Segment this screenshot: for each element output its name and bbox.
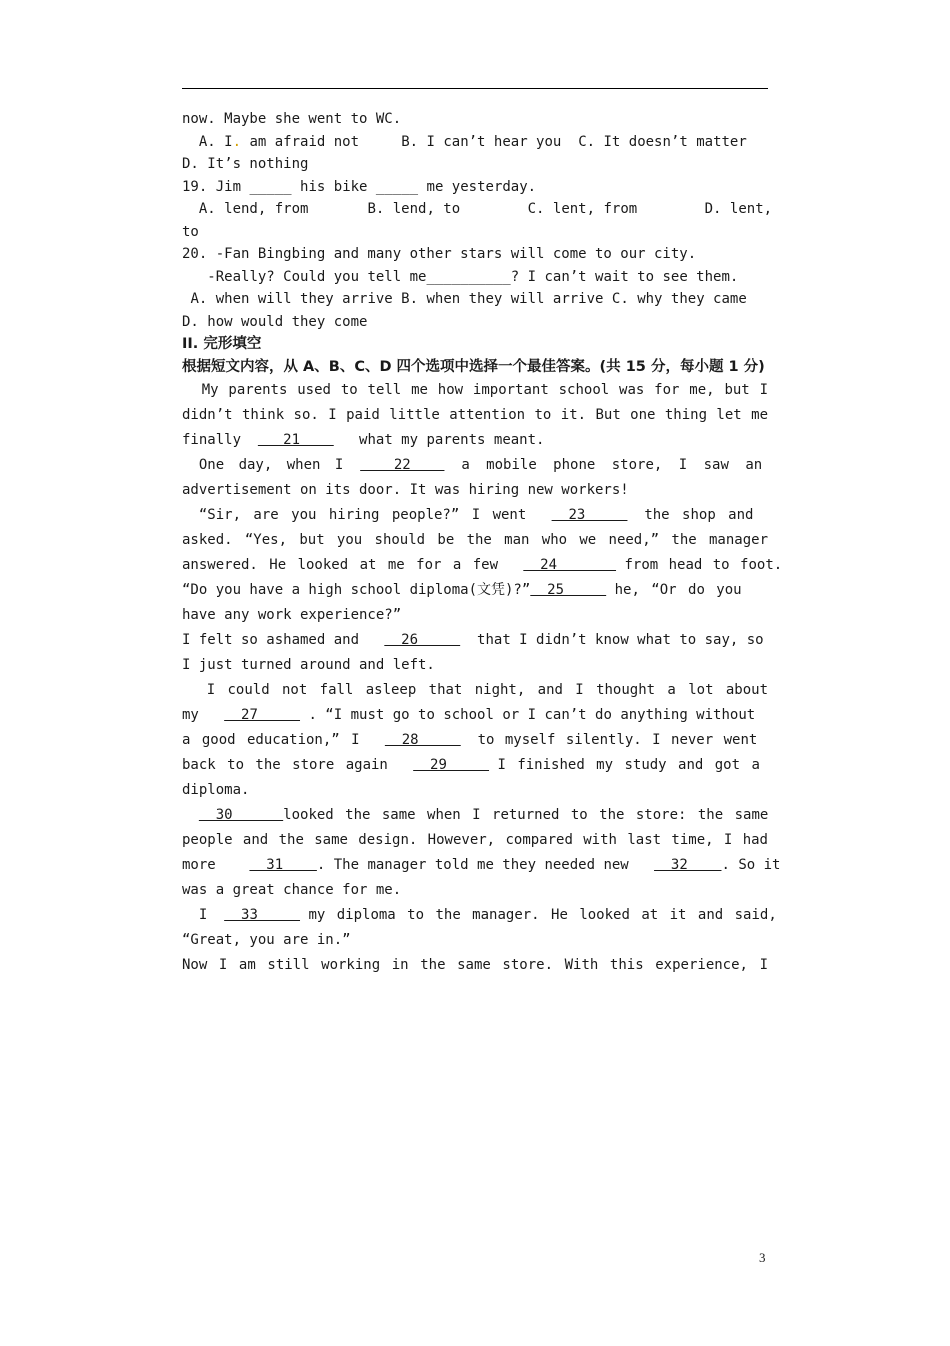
passage-line: I could not fall asleep that night, and I thought a lot about <box>206 682 768 698</box>
blank-23: 23 <box>551 507 628 523</box>
passage-line: One day, when I 22 a mobile phone store, I saw an <box>198 457 763 473</box>
passage-line: more 31 . The manager told me they needed new 32 . So it <box>182 857 781 873</box>
q18-tail: now. Maybe she went to WC. <box>182 111 402 127</box>
q19-stem: 19. Jim _____ his bike _____ me yesterday. <box>182 178 537 195</box>
cloze-passage <box>182 378 783 978</box>
passage-line: I 33 my diploma to the manager. He looked at it and said, <box>198 907 777 923</box>
blank-26: 26 <box>384 632 461 648</box>
passage-line: finally 21 what my parents meant. <box>182 432 545 448</box>
blank-24: 24 <box>523 557 617 573</box>
passage-line: “Sir, are you hiring people?” I went 23 the shop and <box>198 507 754 523</box>
passage-line: I felt so ashamed and 26 that I didn’t know what to say, so <box>182 632 764 648</box>
blank-27: 27 <box>224 707 301 723</box>
passage-line: didn’t think so. I paid little attention to it. But one thing let me <box>182 407 768 423</box>
blank-21: 21 <box>257 432 334 448</box>
passage-line: a good education,” I 28 to myself silently. I never went <box>182 732 758 748</box>
passage-line: advertisement on its door. It was hiring new workers! <box>182 482 629 498</box>
q19-option-d-cont: to <box>182 223 199 240</box>
page-content <box>182 108 783 978</box>
q20-options: A. when will they arrive B. when they will arrive C. why they came <box>190 291 747 307</box>
q20-stem: 20. -Fan Bingbing and many other stars will come to our city. <box>182 246 697 262</box>
passage-line: Now I am still working in the same store. With this experience, I <box>182 957 768 973</box>
q18-option-d: D. It’s nothing <box>182 156 309 172</box>
passage-line: answered. He looked at me for a few 24 from head to foot. <box>182 557 783 573</box>
blank-32: 32 <box>654 857 722 873</box>
passage-line: asked. “Yes, but you should be the man who we need,” the manager <box>182 532 768 548</box>
passage-line: diploma. <box>182 782 250 798</box>
blank-28: 28 <box>384 732 461 748</box>
header-rule <box>182 88 768 89</box>
passage-line: I just turned around and left. <box>182 657 435 673</box>
q18-options: A. I. am afraid not B. I can’t hear you C. It doesn’t matter <box>198 133 747 150</box>
section-instruction: 根据短文内容，从 A、B、C、D 四个选项中选择一个最佳答案。(共 15 分，每小题 1 分) <box>182 358 765 375</box>
blank-25: 25 <box>530 582 607 598</box>
passage-line: 30 looked the same when I returned to the store: the same <box>198 807 769 823</box>
passage-line: “Do you have a high school diploma(文凭)?” 25 he, “Or do you <box>182 582 742 598</box>
passage-line: have any work experience?” <box>182 607 402 623</box>
passage-line: was a great chance for me. <box>182 882 402 898</box>
blank-30: 30 <box>198 807 284 823</box>
blank-33: 33 <box>224 907 301 923</box>
q20-option-d: D. how would they come <box>182 313 368 330</box>
blank-31: 31 <box>249 857 317 873</box>
blank-22: 22 <box>360 457 445 473</box>
passage-line: back to the store again 29 I finished my study and got a <box>182 757 760 773</box>
q19-options: A. lend, from B. lend, to C. lent, from D. lent, <box>198 201 773 217</box>
blank-29: 29 <box>413 757 490 773</box>
passage-line: my 27 . “I must go to school or I can’t do anything without <box>182 707 756 723</box>
section-heading: II. 完形填空 <box>182 336 262 352</box>
passage-line: My parents used to tell me how important school was for me, but I <box>201 382 768 398</box>
page-number: 3 <box>759 1250 766 1265</box>
passage-line: people and the same design. However, compared with last time, I had <box>182 832 768 848</box>
passage-line: “Great, you are in.” <box>182 932 351 948</box>
q20-reply: -Really? Could you tell me__________? I can’t wait to see them. <box>207 268 739 285</box>
